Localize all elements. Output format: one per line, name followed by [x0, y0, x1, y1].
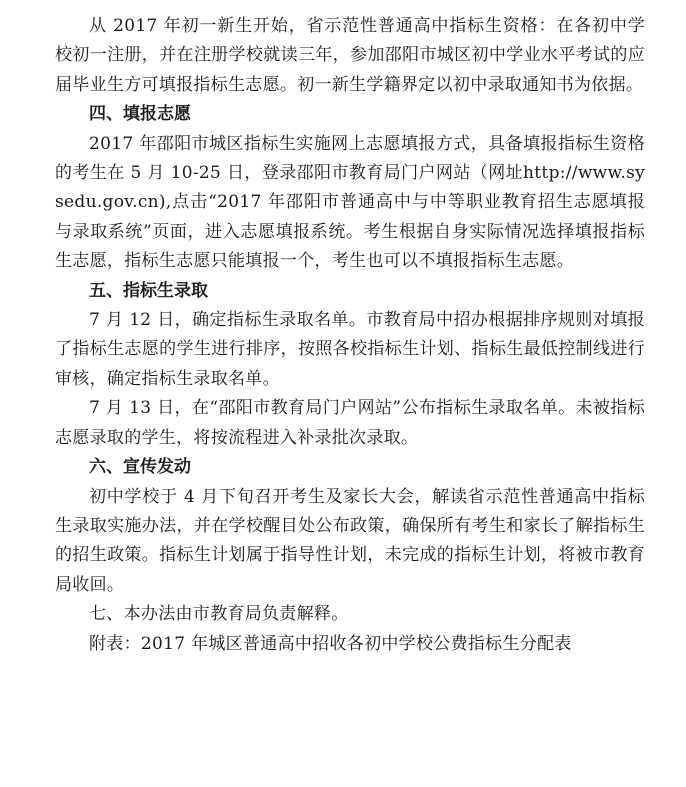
section-4-heading: 四、填报志愿	[89, 104, 191, 125]
section-4-paragraph: 2017 年邵阳市城区指标生实施网上志愿填报方式，具备填报指标生资格的考生在 5 月 10-25 日，登录邵阳市教育局门户网站（网址http://www.sysedu.gov.cn),点击“2017 年邵阳市普通高中与中等职业教育招生志愿填报与录取系统”页面，进入志愿填报系统。考生根据自身实际情况选择填报指标生志愿，指标生志愿只能填报一个，考生也可以不填报指标生志愿。	[55, 133, 645, 272]
attachment-note: 附表：2017 年城区普通高中招收各初中学校公费指标生分配表	[89, 633, 572, 654]
section-5-paragraph-2: 7 月 13 日，在“邵阳市教育局门户网站”公布指标生录取名单。未被指标志愿录取的学生，将按流程进入补录批次录取。	[55, 398, 645, 448]
section-6-paragraph: 初中学校于 4 月下旬召开考生及家长大会，解读省示范性普通高中指标生录取实施办法，并在学校醒目处公布政策，确保所有考生和家长了解指标生的招生政策。指标生计划属于指导性计划，未完成的指标生计划，将被市教育局收回。	[55, 486, 645, 595]
section-5-heading: 五、指标生录取	[89, 280, 208, 301]
section-5-paragraph-1: 7 月 12 日，确定指标生录取名单。市教育局中招办根据排序规则对填报了指标生志愿的学生进行排序，按照各校指标生计划、指标生最低控制线进行审核，确定指标生录取名单。	[55, 310, 645, 389]
document-page	[55, 12, 645, 659]
intro-paragraph: 从 2017 年初一新生开始，省示范性普通高中指标生资格：在各初中学校初一注册，并在注册学校就读三年，参加邵阳市城区初中学业水平考试的应届毕业生方可填报指标生志愿。初一新生学籍界定以初中录取通知书为依据。	[55, 16, 645, 95]
section-7-paragraph: 七、本办法由市教育局负责解释。	[89, 604, 349, 625]
section-6-heading: 六、宣传发动	[89, 457, 191, 478]
